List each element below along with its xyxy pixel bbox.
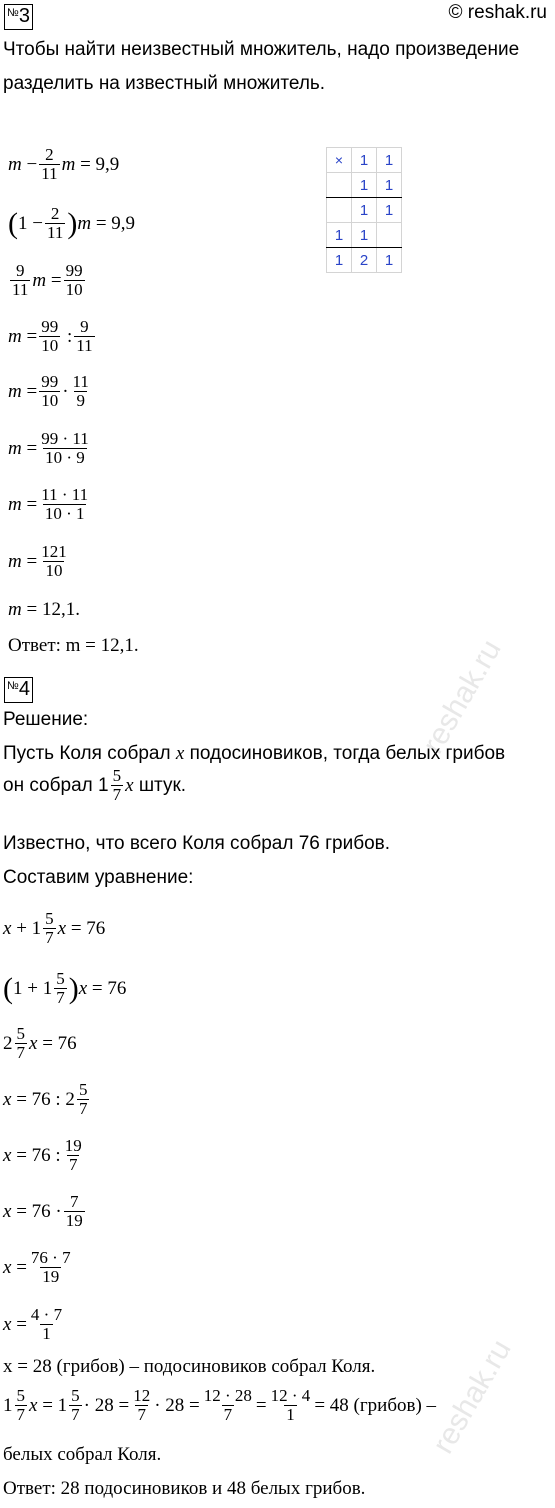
eq-line: m = $\frac{99}{10}$ : $\frac{9}{11}$ bbox=[8, 317, 93, 355]
eq-line: ( 1 + 1 $\frac{5}{7}$ ) x = 76 bbox=[3, 969, 127, 1007]
task4-text-line: он собрал 1 $\frac{5}{7}$ x штук. bbox=[3, 766, 187, 804]
task4-badge: №4 bbox=[4, 677, 33, 703]
eq-line: m = $\frac{121}{10}$ bbox=[8, 542, 67, 580]
eq-line: m = $\frac{99 \cdot 11}{10 \cdot 9}$ bbox=[8, 429, 89, 467]
times-sign: × bbox=[327, 148, 352, 173]
eq-line: x = $\frac{4 \cdot 7}{1}$ bbox=[3, 1305, 63, 1343]
task3-rule-line1: Чтобы найти неизвестный множитель, надо произведение bbox=[3, 39, 520, 60]
eq-line: $\frac{9}{11}$ m = $\frac{99}{10}$ bbox=[12, 261, 83, 299]
watermark: reshak.ru bbox=[416, 634, 508, 760]
eq-line: x = 76 : 2 $\frac{5}{7}$ bbox=[3, 1080, 88, 1118]
task4-text-line: Пусть Коля собрал x подосиновиков, тогда белых грибов bbox=[3, 743, 506, 764]
solution-label: Решение: bbox=[3, 709, 89, 730]
source-label: © reshak.ru bbox=[448, 2, 547, 23]
watermark: reshak.ru bbox=[426, 1334, 518, 1460]
task4-text-line: Известно, что всего Коля собрал 76 грибов. bbox=[3, 833, 391, 854]
eq-line: x = $\frac{76 \cdot 7}{19}$ bbox=[3, 1248, 71, 1286]
eq-line: m − $\frac{2}{11}$ m = 9,9 bbox=[8, 145, 120, 183]
result-line: x = 28 (грибов) – подосиновиков собрал Коля. bbox=[3, 1356, 376, 1377]
eq-line: m = $\frac{11 \cdot 11}{10 \cdot 1}$ bbox=[8, 485, 89, 523]
multiplication-table: × 1 1 1 1 1 1 1 1 1 2 1 bbox=[326, 147, 402, 273]
eq-line: x = 76 · $\frac{7}{19}$ bbox=[3, 1192, 83, 1230]
task3-badge: №3 bbox=[4, 4, 33, 30]
task4-answer: Ответ: 28 подосиновиков и 48 белых грибов. bbox=[3, 1478, 366, 1499]
eq-line: x = 76 : $\frac{19}{7}$ bbox=[3, 1136, 82, 1174]
eq-line: 2 $\frac{5}{7}$ x = 76 bbox=[3, 1024, 77, 1062]
task4-text-line: Составим уравнение: bbox=[3, 867, 194, 888]
task3-answer: Ответ: m = 12,1. bbox=[8, 635, 139, 656]
eq-line: 1 $\frac{5}{7}$ x = 1 $\frac{5}{7}$ · 28 = $\frac{12}{7}$ · 28 = $\frac{12 \cdot 28}{7}$ = $\frac{12 \cdot 4}{1}$ = 48 (грибов) – bbox=[3, 1386, 437, 1424]
task3-rule-line2: разделить на известный множитель. bbox=[3, 73, 326, 94]
eq-line: m = $\frac{99}{10}$ · $\frac{11}{9}$ bbox=[8, 372, 89, 410]
result-line: белых собрал Коля. bbox=[3, 1444, 162, 1465]
eq-line: x + 1 $\frac{5}{7}$ x = 76 bbox=[3, 909, 106, 947]
eq-line: m = 12,1. bbox=[8, 599, 80, 620]
eq-line: ( 1 − $\frac{2}{11}$ ) m = 9,9 bbox=[8, 204, 136, 242]
